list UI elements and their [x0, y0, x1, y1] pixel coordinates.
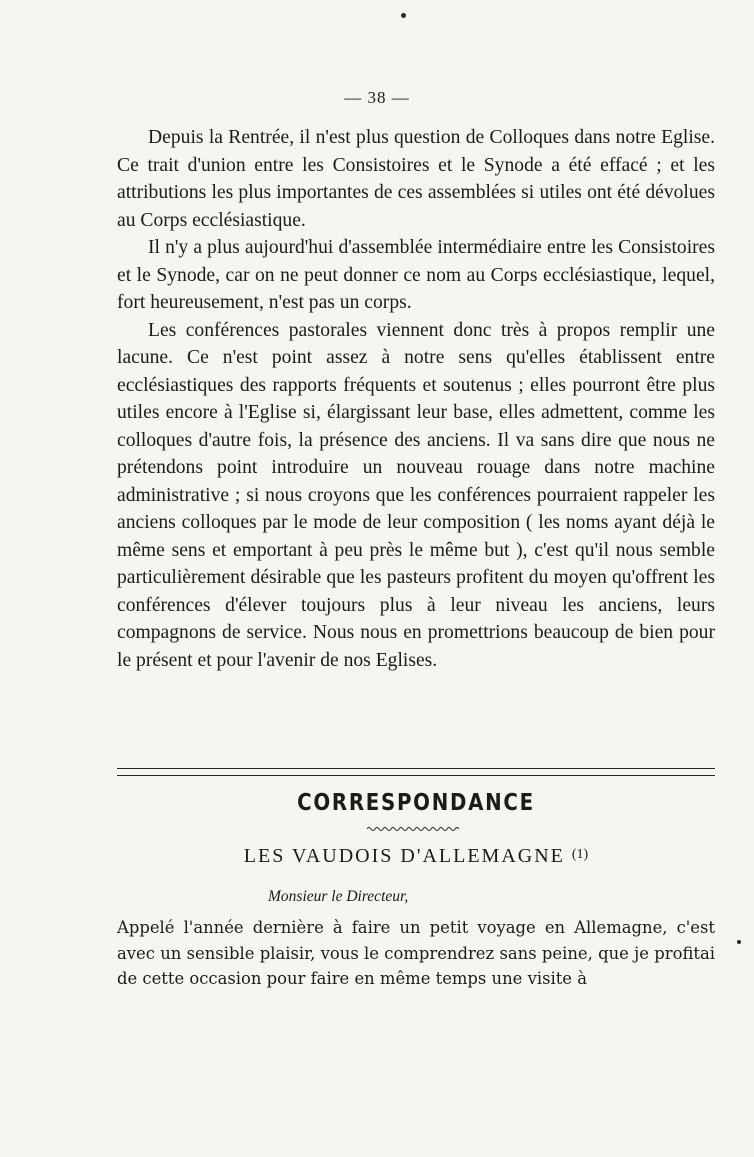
article-title-text: LES VAUDOIS D'ALLEMAGNE — [243, 845, 565, 867]
ink-speck — [401, 13, 406, 18]
article-title — [117, 845, 715, 868]
paragraph-1: Depuis la Rentrée, il n'est plus question de Colloques dans notre Eglise. Ce trait d'union entre les Consistoires et le Synode a été effacé ; et les attributions les plus importantes de ces assemblées si utiles ont été dévolues au Corps ecclésiastique. — [117, 127, 715, 231]
letter-paragraph: Appelé l'année dernière à faire un petit voyage en Allemagne, c'est avec un sensible plaisir, vous le comprendrez sans peine, que je profitai de cette occasion pour faire en même temps une visite à — [117, 918, 715, 988]
ink-speck — [737, 940, 741, 944]
wavy-ornament — [367, 826, 459, 832]
letter-body — [117, 915, 715, 992]
footnote-reference: (1) — [571, 847, 589, 862]
paragraph-3: Les conférences pastorales viennent donc très à propos remplir une lacune. Ce n'est point assez à notre sens qu'elles établissent entre ecclésiastiques des rapports fréquents et soutenus ; elles pourront être plus utiles encore à l'Eglise si, élargissant leur base, elles admettent, comme les colloques d'autre fois, la présence des anciens. Il va sans dire que nous ne prétendons point introduire un nouveau rouage dans notre machine administrative ; si nous croyons que les conférences pourraient rappeler les anciens colloques par le mode de leur composition ( les noms ayant déjà le même sens et emportant à peu près le même but ), c'est qu'il nous semble particulièrement désirable que les pasteurs profitent du moyen qu'offrent les conférences d'élever toujours plus à leur niveau les anciens, leurs compagnons de service. Nous nous en promettrions beaucoup de bien pour le présent et pour l'avenir de nos Eglises. — [117, 319, 715, 671]
double-rule-divider — [117, 768, 715, 776]
salutation: Monsieur le Directeur, — [268, 888, 409, 905]
page-number: — 38 — — [344, 88, 410, 107]
body-text — [117, 124, 715, 674]
section-heading: CORRESPONDANCE — [297, 790, 535, 816]
paragraph-2: Il n'y a plus aujourd'hui d'assemblée intermédiaire entre les Consistoires et le Synode, car on ne peut donner ce nom au Corps ecclésiastique, lequel, fort heureusement, n'est pas un corps. — [117, 237, 715, 313]
